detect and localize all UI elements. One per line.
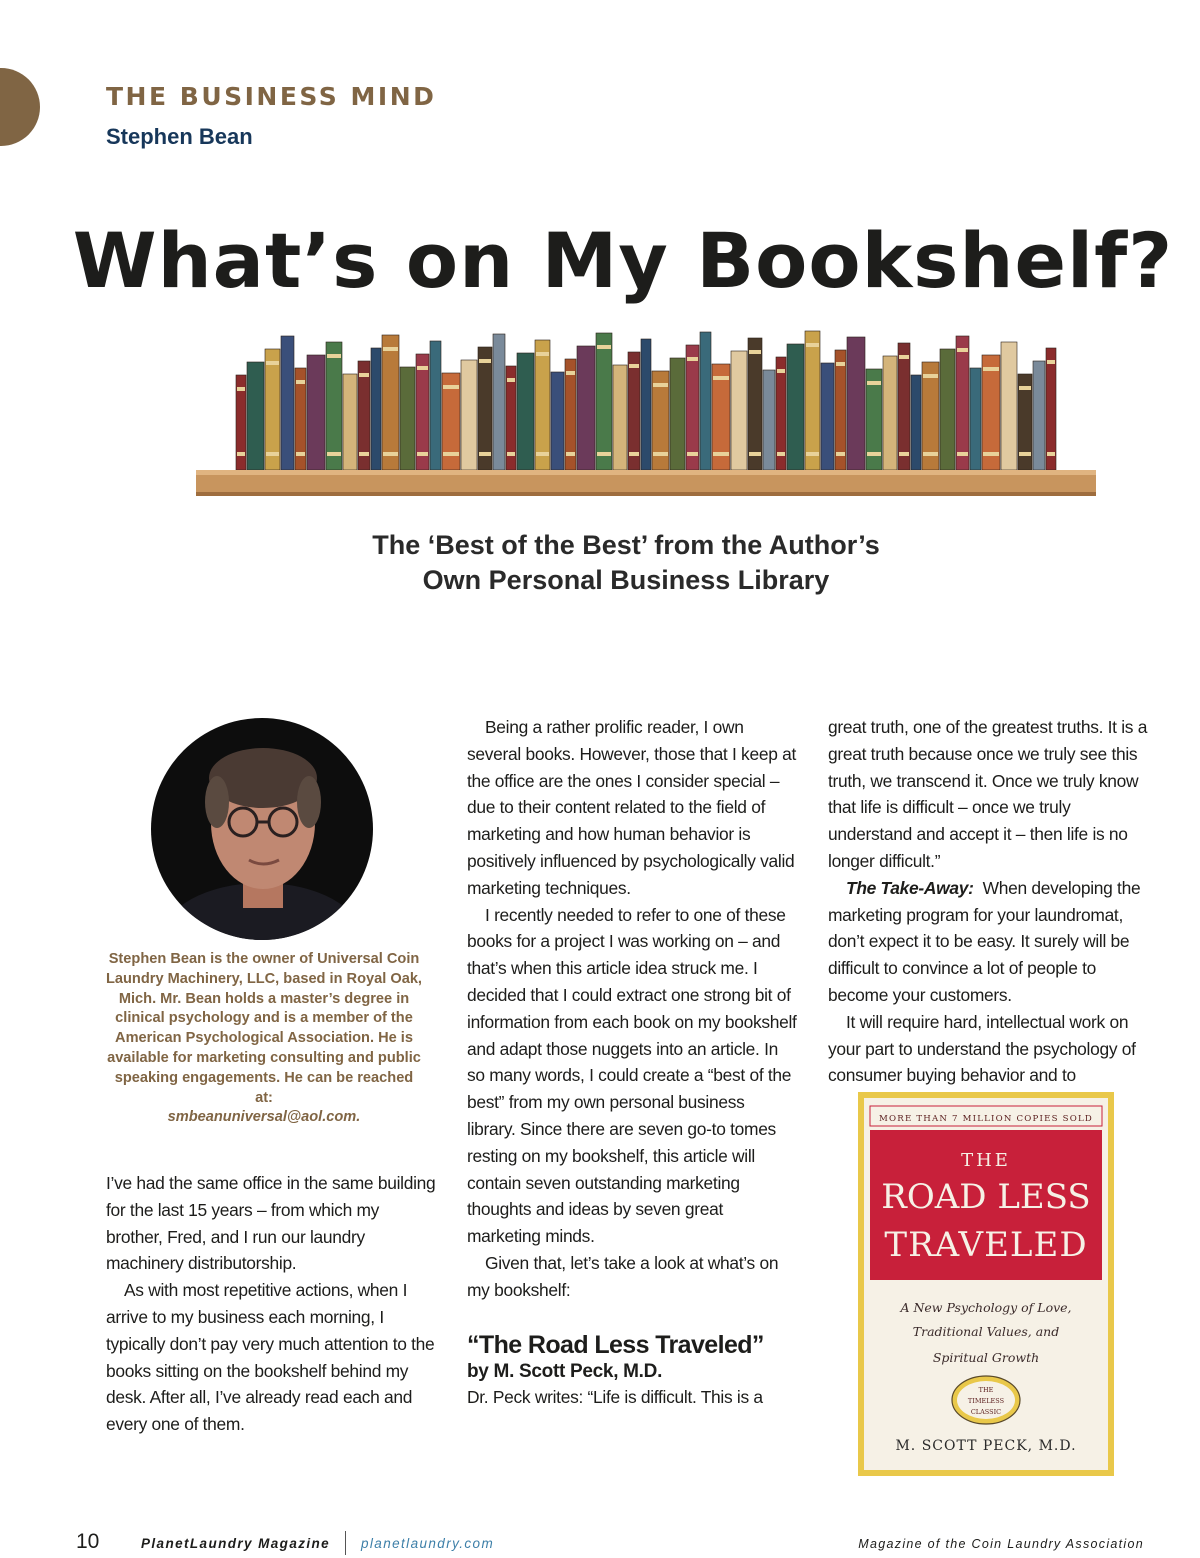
cover-banner: MORE THAN 7 MILLION COPIES SOLD bbox=[879, 1114, 1093, 1124]
deck-line-2: Own Personal Business Library bbox=[422, 565, 830, 595]
cover-title-line-1: ROAD LESS bbox=[881, 1177, 1091, 1217]
author-bio bbox=[104, 950, 424, 1128]
column-1 bbox=[106, 1170, 436, 1438]
book-title-heading: “The Road Less Traveled” bbox=[467, 1330, 764, 1359]
page-number: 10 bbox=[76, 1530, 100, 1553]
author-byline: Stephen Bean bbox=[106, 124, 253, 149]
col1-paragraph-1: I’ve had the same office in the same building for the last 15 years – from which my brother, Fred, and I run our laundry machinery distributorship. bbox=[106, 1173, 436, 1274]
cover-subtitle-line-2: Traditional Values, and bbox=[912, 1324, 1060, 1339]
author-photo bbox=[151, 718, 373, 940]
cover-subtitle-line-1: A New Psychology of Love, bbox=[900, 1300, 1072, 1315]
col3-paragraph-1: great truth, one of the greatest truths. It is a great truth because once we truly see this truth, we transcend it. Once we truly know that life is difficult – once we truly understand and accept it – then life is no longer difficult.” bbox=[828, 717, 1148, 871]
author-bio-text: Stephen Bean is the owner of Universal Coin Laundry Machinery, LLC, based in Royal Oak, Mich. Mr. Bean holds a master’s degree in clinical psychology and is a member of the American Psychological Association. He is available for marketing consulting and public speaking engagements. He can be reached at: bbox=[105, 951, 422, 1106]
cover-seal-line-3: CLASSIC bbox=[970, 1408, 1002, 1416]
col1-paragraph-2: As with most repetitive actions, when I arrive to my business each morning, I typically don’t pay very much attention to the books sitting on the bookshelf behind my desk. After all, I’ve already read each and every one of them. bbox=[106, 1280, 435, 1435]
col2-paragraph-4: Dr. Peck writes: “Life is difficult. This is a bbox=[467, 1386, 763, 1407]
cover-seal-line-2: TIMELESS bbox=[967, 1397, 1005, 1405]
col2-paragraph-2: I recently needed to refer to one of these books for a project I was working on – and that’s when this article idea struck me. I decided that I could extract one strong bit of information from each book on my bookshelf and adapt those nuggets into an article. In so many words, I could create a “best of the best” from my own personal business library. Since there are seven go-to tomes resting on my bookshelf, this article will contain seven outstanding marketing thoughts and ideas by seven great marketing minds. bbox=[467, 904, 797, 1247]
bookshelf-illustration bbox=[196, 320, 1096, 500]
footer-magazine-name: PlanetLaundry Magazine bbox=[141, 1536, 331, 1551]
column-3 bbox=[828, 714, 1158, 1089]
footer-divider bbox=[345, 1531, 346, 1555]
book-author-heading: by M. Scott Peck, M.D. bbox=[467, 1360, 663, 1382]
takeaway-label: The Take-Away: bbox=[846, 877, 974, 898]
col2-paragraph-1: Being a rather prolific reader, I own several books. However, those that I keep at the office are the ones I consider special – due to their content related to the field of marketing and how human behavior is positively influenced by psychologically valid marketing techniques. bbox=[467, 717, 797, 898]
footer-tagline: Magazine of the Coin Laundry Association bbox=[858, 1537, 1144, 1551]
cover-title-line-2: TRAVELED bbox=[884, 1225, 1088, 1265]
column-2 bbox=[467, 714, 797, 1410]
cover-author: M. SCOTT PECK, M.D. bbox=[895, 1438, 1077, 1454]
cover-subtitle-line-3: Spiritual Growth bbox=[932, 1350, 1040, 1365]
col3-paragraph-2 bbox=[828, 875, 1158, 1009]
section-title: THE BUSINESS MIND bbox=[106, 82, 437, 111]
takeaway-text: When developing the marketing program for your laundromat, don’t expect it to be easy. It surely will be difficult to convince a lot of people to become your customers. bbox=[828, 877, 1141, 1005]
footer-url-link[interactable]: planetlaundry.com bbox=[361, 1536, 495, 1551]
col3-paragraph-3: It will require hard, intellectual work on your part to understand the psychology of consumer buying behavior and to bbox=[828, 1011, 1136, 1086]
author-email[interactable]: smbeanuniversal@aol.com. bbox=[167, 1109, 361, 1126]
cover-seal-line-1: THE bbox=[978, 1386, 994, 1394]
deck-line-1: The ‘Best of the Best’ from the Author’s bbox=[372, 530, 880, 560]
cover-the: THE bbox=[961, 1150, 1011, 1171]
col2-paragraph-3: Given that, let’s take a look at what’s on my bookshelf: bbox=[467, 1252, 779, 1300]
deck-subtitle bbox=[226, 528, 1026, 598]
section-tab-circle bbox=[0, 68, 40, 146]
book-cover-image bbox=[858, 1092, 1114, 1476]
headline: What’s on My Bookshelf? bbox=[72, 216, 1174, 305]
